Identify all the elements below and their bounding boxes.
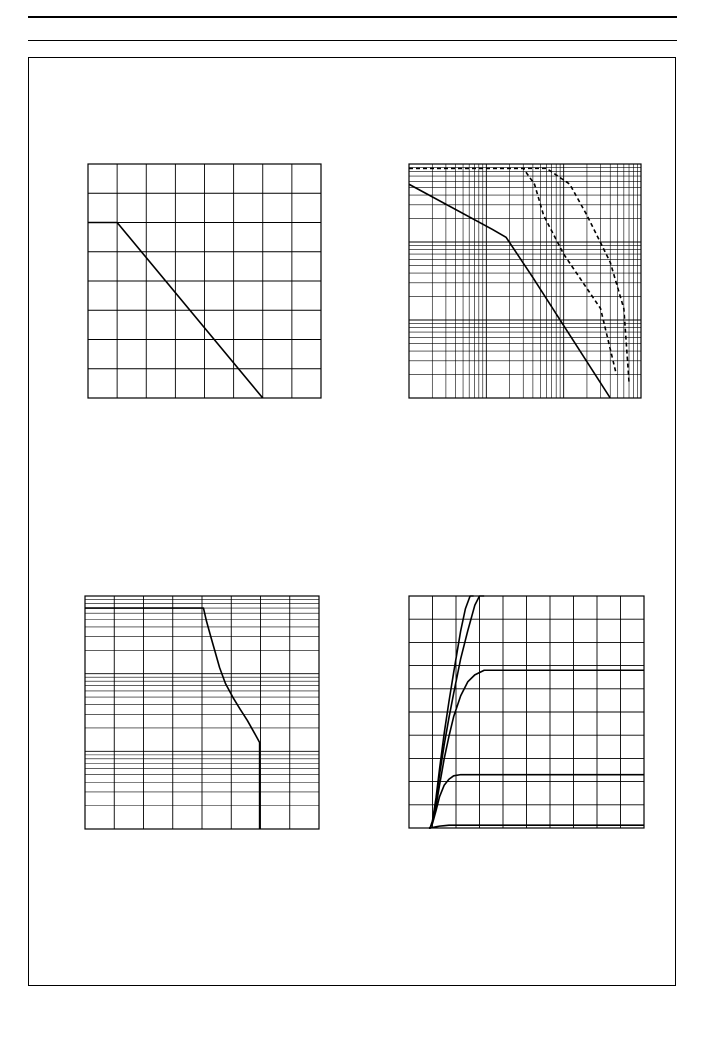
series-line-2 [429,775,644,828]
grid [409,164,641,398]
chart-linear-derating [88,164,321,398]
series-line-3 [429,670,644,828]
series-line-3 [409,168,629,382]
grid [85,596,319,829]
grid [409,596,644,828]
header-rule-top [28,16,677,18]
chart-output-characteristics [409,596,644,828]
header-rule-bottom [28,40,677,41]
chart-semilog-transient [85,596,319,829]
plot-border [409,164,641,398]
grid [88,164,321,398]
chart-log-log-safe-operating-area [409,164,641,398]
